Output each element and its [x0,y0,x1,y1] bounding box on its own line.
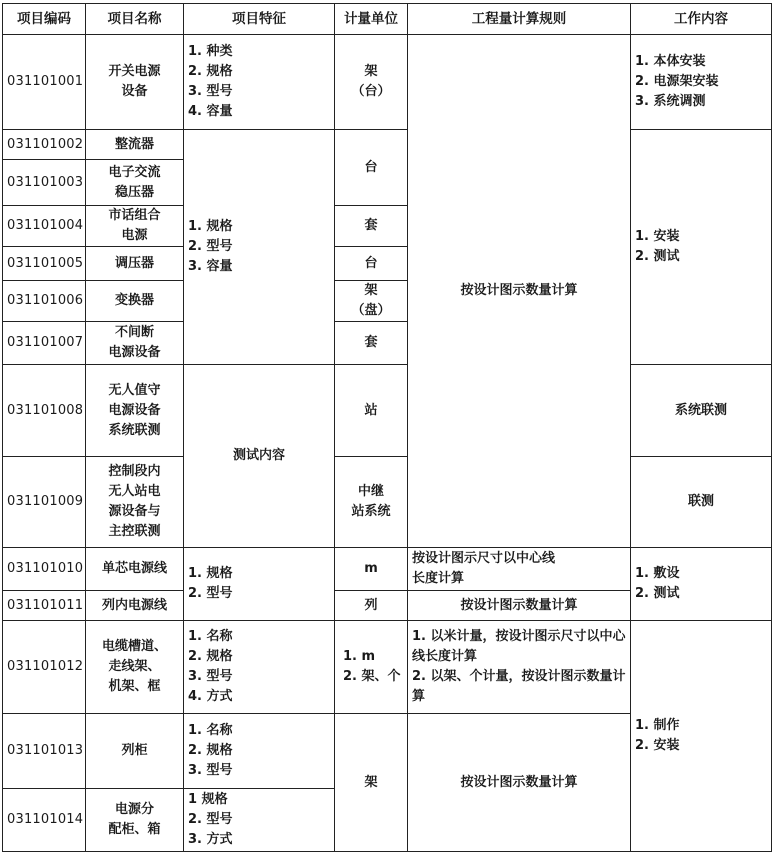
text-line: 系统联测 [108,422,161,438]
table-row [3,365,772,457]
table-row [3,548,772,591]
item-name [86,621,184,714]
text-line: 走线架、 [108,659,161,674]
item-name [86,281,184,322]
text-line: 列 [364,597,378,613]
text-line: 系统联测 [674,402,727,418]
header-unit: 计量单位 [335,4,408,35]
text-line: 1. 名称 [188,723,233,738]
text-line: 开关电源 [108,64,161,79]
text-line: 按设计图示数量计算 [460,774,578,790]
text-line: 主控联测 [108,524,161,539]
text-line: 电源 [121,228,148,243]
item-unit [335,548,408,591]
text-line: 电缆槽道、 [101,639,167,654]
text-line: 4. 方式 [188,689,233,704]
text-line: 3. 型号 [188,84,233,99]
item-features [184,789,335,852]
item-name [86,591,184,621]
item-unit [335,621,408,714]
item-code: 031101002 [3,130,86,160]
text-line: 设备 [121,84,148,99]
text-line: 列柜 [121,743,148,758]
table-row [3,35,772,130]
text-line: 按设计图示尺寸以中心线 [412,551,556,566]
text-line: 按设计图示数量计算 [460,283,578,298]
item-name [86,714,184,789]
item-features [184,365,335,548]
item-unit [335,714,408,852]
item-unit [335,281,408,322]
text-line: 1. 本体安装 [635,54,706,69]
item-work [631,621,772,852]
text-line: 架 [364,774,378,790]
text-line: 列内电源线 [101,597,167,613]
text-line: 3. 容量 [188,259,233,274]
item-rule [408,621,631,714]
text-line: 1. 敷设 [635,566,680,581]
item-code: 031101006 [3,281,86,322]
text-line: 站系统 [351,504,391,519]
text-line: 不间断 [114,325,154,340]
item-code: 031101008 [3,365,86,457]
text-line: 2. 架、个 [343,669,401,684]
item-code: 031101004 [3,206,86,247]
item-code: 031101007 [3,322,86,365]
item-work [631,35,772,130]
table-row [3,457,772,548]
item-unit [335,322,408,365]
item-unit [335,35,408,130]
text-line: 2. 规格 [188,64,233,79]
item-name [86,247,184,281]
item-code: 031101012 [3,621,86,714]
text-line: 市话组合 [108,208,161,223]
item-code: 031101010 [3,548,86,591]
item-name [86,457,184,548]
item-name [86,206,184,247]
text-line: 1. m [343,649,376,664]
text-line: 测试内容 [232,448,285,463]
text-line: 2. 规格 [188,743,233,758]
text-line: 1. 以米计量，按设计图示尺寸以中心线长度计算 [412,629,626,664]
item-rule [408,35,631,548]
item-name [86,322,184,365]
item-work [631,130,772,365]
item-unit [335,130,408,206]
item-features [184,548,335,621]
text-line: 套 [364,218,378,233]
header-features: 项目特征 [184,4,335,35]
text-line: （盘） [351,303,391,318]
text-line: 无人值守 [108,382,161,398]
item-code: 031101001 [3,35,86,130]
header-name: 项目名称 [86,4,184,35]
text-line: 架 [364,64,378,79]
text-line: 无人站电 [108,484,161,499]
item-features [184,130,335,365]
header-code: 项目编码 [3,4,86,35]
text-line: 1. 种类 [188,44,233,59]
item-features [184,714,335,789]
text-line: 2. 安装 [635,738,680,753]
text-line: 2. 测试 [635,249,680,264]
text-line: 3. 方式 [188,832,233,847]
item-features [184,35,335,130]
item-name [86,789,184,852]
item-code: 031101005 [3,247,86,281]
text-line: 2. 规格 [188,649,233,664]
text-line: 1. 名称 [188,629,233,644]
header-work: 工作内容 [631,4,772,35]
text-line: 中继 [357,484,384,499]
text-line: 长度计算 [412,571,465,586]
text-line: 2. 型号 [188,586,233,601]
item-rule [408,591,631,621]
text-line: 机架、框 [108,679,161,694]
text-line: 2. 型号 [188,812,233,827]
spec-table [2,3,772,852]
item-unit [335,457,408,548]
item-work [631,457,772,548]
item-code: 031101003 [3,160,86,206]
text-line: 架 [364,283,378,298]
text-line: 4. 容量 [188,104,233,119]
text-line: 2. 测试 [635,586,680,601]
header-row [3,4,772,35]
item-name [86,35,184,130]
item-code: 031101011 [3,591,86,621]
text-line: 联测 [687,494,714,509]
item-code: 031101013 [3,714,86,789]
text-line: 整流器 [114,136,154,152]
text-line: 2. 电源架安装 [635,74,719,89]
item-unit [335,247,408,281]
item-features [184,621,335,714]
text-line: 电源分 [114,802,154,817]
text-line: （台） [351,84,391,99]
text-line: 配柜、箱 [108,822,161,837]
table-row [3,621,772,714]
text-line: 电子交流 [108,164,161,180]
text-line: 单芯电源线 [101,561,167,576]
header-rule: 工程量计算规则 [408,4,631,35]
item-work [631,365,772,457]
text-line: 2. 以架、个计量，按设计图示数量计算 [412,669,626,704]
text-line: 1. 安装 [635,229,680,244]
text-line: 电源设备 [108,402,161,418]
text-line: 源设备与 [108,504,161,519]
item-work [631,548,772,621]
item-code: 031101014 [3,789,86,852]
item-rule [408,714,631,852]
table-row [3,130,772,160]
text-line: 稳压器 [114,184,154,200]
text-line: 调压器 [114,255,154,271]
text-line: 3. 型号 [188,669,233,684]
text-line: 变换器 [114,293,154,308]
text-line: 1. 规格 [188,566,233,581]
text-line: 控制段内 [108,464,161,479]
text-line: 3. 型号 [188,763,233,778]
item-unit [335,591,408,621]
item-name [86,365,184,457]
text-line: 1. 制作 [635,718,680,733]
item-code: 031101009 [3,457,86,548]
text-line: 1. 规格 [188,219,233,234]
text-line: 站 [364,402,378,418]
text-line: 套 [364,335,378,350]
text-line: 台 [364,159,378,175]
text-line: 按设计图示数量计算 [460,597,578,613]
item-name [86,130,184,160]
text-line: 3. 系统调测 [635,94,706,109]
item-rule [408,548,631,591]
text-line: 台 [364,255,378,271]
item-unit [335,365,408,457]
item-name [86,548,184,591]
text-line: 2. 型号 [188,239,233,254]
text-line: m [364,561,378,576]
item-name [86,160,184,206]
item-unit [335,206,408,247]
text-line: 1 规格 [188,792,228,807]
text-line: 电源设备 [108,345,161,360]
